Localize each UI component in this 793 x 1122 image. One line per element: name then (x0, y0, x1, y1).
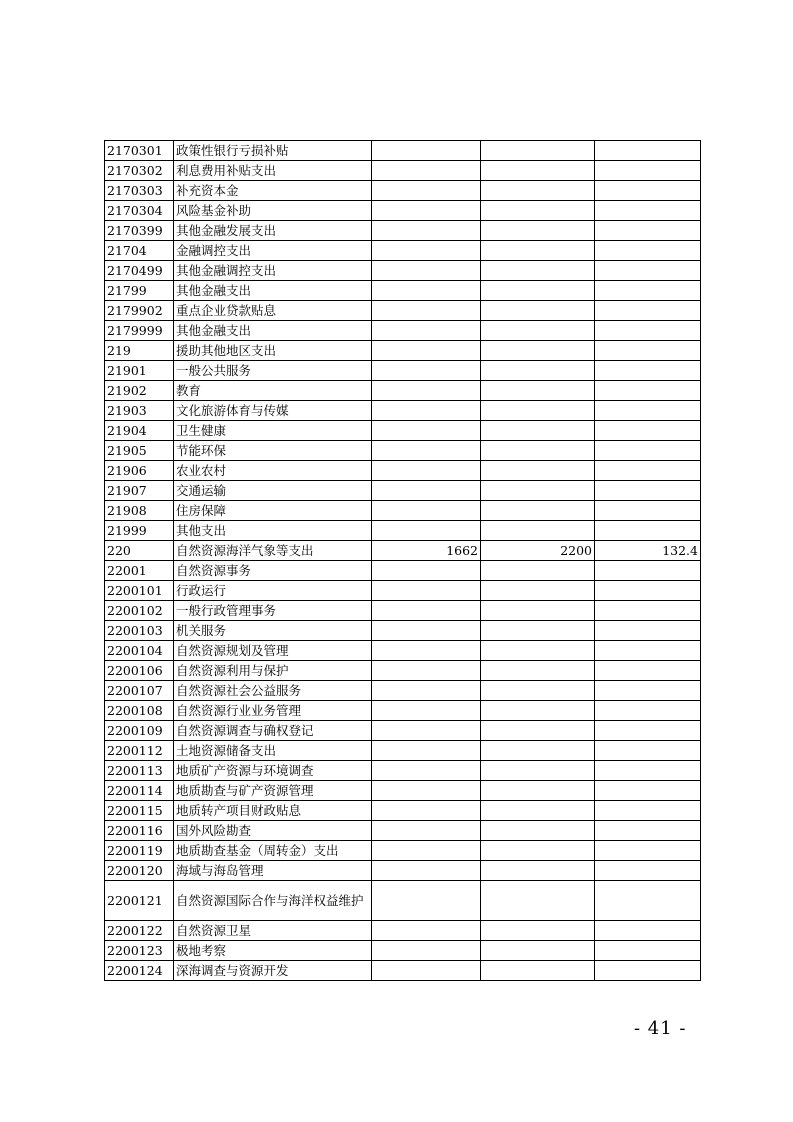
value-cell (372, 481, 481, 501)
table-row (105, 661, 701, 681)
value-cell (481, 681, 595, 701)
value-cell (595, 781, 701, 801)
value-cell (372, 861, 481, 881)
table-row (105, 801, 701, 821)
value-cell (481, 921, 595, 941)
name-cell: 一般行政管理事务 (174, 601, 372, 621)
table-row (105, 941, 701, 961)
table-row (105, 761, 701, 781)
value-cell (372, 521, 481, 541)
value-cell (372, 181, 481, 201)
value-cell (595, 461, 701, 481)
value-cell (481, 401, 595, 421)
table-row (105, 181, 701, 201)
code-cell: 2200124 (105, 961, 174, 981)
code-cell: 21907 (105, 481, 174, 501)
code-cell: 21908 (105, 501, 174, 521)
name-cell: 地质勘查与矿产资源管理 (174, 781, 372, 801)
code-cell: 2200116 (105, 821, 174, 841)
budget-table (104, 140, 701, 981)
code-cell: 2200123 (105, 941, 174, 961)
value-cell (595, 321, 701, 341)
value-cell (595, 721, 701, 741)
name-cell: 地质转产项目财政贴息 (174, 801, 372, 821)
value-cell (481, 761, 595, 781)
value-cell (481, 341, 595, 361)
value-cell (481, 861, 595, 881)
name-cell: 自然资源卫星 (174, 921, 372, 941)
value-cell (372, 961, 481, 981)
value-cell (481, 201, 595, 221)
name-cell: 地质矿产资源与环境调查 (174, 761, 372, 781)
name-cell: 风险基金补助 (174, 201, 372, 221)
code-cell: 2200121 (105, 881, 174, 921)
code-cell: 22001 (105, 561, 174, 581)
name-cell: 自然资源行业业务管理 (174, 701, 372, 721)
value-cell (481, 301, 595, 321)
table-row (105, 361, 701, 381)
name-cell: 自然资源海洋气象等支出 (174, 541, 372, 561)
name-cell: 其他金融支出 (174, 281, 372, 301)
value-cell (595, 861, 701, 881)
table-row (105, 381, 701, 401)
value-cell (595, 621, 701, 641)
value-cell (595, 961, 701, 981)
table-row (105, 861, 701, 881)
code-cell: 21999 (105, 521, 174, 541)
value-cell (372, 821, 481, 841)
table-row (105, 461, 701, 481)
name-cell: 自然资源社会公益服务 (174, 681, 372, 701)
value-cell (481, 521, 595, 541)
value-cell (595, 401, 701, 421)
value-cell (481, 221, 595, 241)
value-cell (595, 261, 701, 281)
name-cell: 节能环保 (174, 441, 372, 461)
table-row (105, 201, 701, 221)
value-cell (595, 921, 701, 941)
value-cell (481, 141, 595, 161)
table-row (105, 501, 701, 521)
code-cell: 2200107 (105, 681, 174, 701)
code-cell: 21902 (105, 381, 174, 401)
value-cell (595, 641, 701, 661)
name-cell: 援助其他地区支出 (174, 341, 372, 361)
value-cell (595, 201, 701, 221)
value-cell (595, 141, 701, 161)
name-cell: 教育 (174, 381, 372, 401)
value-cell (372, 461, 481, 481)
code-cell: 2200102 (105, 601, 174, 621)
code-cell: 2170499 (105, 261, 174, 281)
table-row (105, 681, 701, 701)
value-cell (481, 381, 595, 401)
code-cell: 2200103 (105, 621, 174, 641)
value-cell (372, 301, 481, 321)
code-cell: 21906 (105, 461, 174, 481)
value-cell (595, 701, 701, 721)
value-cell (481, 821, 595, 841)
value-cell: 132.4 (595, 541, 701, 561)
table-row (105, 921, 701, 941)
code-cell: 21901 (105, 361, 174, 381)
code-cell: 2200104 (105, 641, 174, 661)
value-cell (372, 361, 481, 381)
code-cell: 2170399 (105, 221, 174, 241)
value-cell (481, 181, 595, 201)
name-cell: 政策性银行亏损补贴 (174, 141, 372, 161)
value-cell (595, 281, 701, 301)
code-cell: 2179999 (105, 321, 174, 341)
code-cell: 2200120 (105, 861, 174, 881)
value-cell (372, 661, 481, 681)
table-row (105, 481, 701, 501)
value-cell (481, 161, 595, 181)
name-cell: 自然资源利用与保护 (174, 661, 372, 681)
table-row (105, 301, 701, 321)
value-cell (595, 441, 701, 461)
code-cell: 2200101 (105, 581, 174, 601)
code-cell: 2200106 (105, 661, 174, 681)
table-row (105, 281, 701, 301)
value-cell (372, 441, 481, 461)
code-cell: 21904 (105, 421, 174, 441)
code-cell: 2200122 (105, 921, 174, 941)
value-cell (372, 161, 481, 181)
code-cell: 220 (105, 541, 174, 561)
value-cell (481, 941, 595, 961)
name-cell: 机关服务 (174, 621, 372, 641)
value-cell (481, 741, 595, 761)
code-cell: 21905 (105, 441, 174, 461)
name-cell: 金融调控支出 (174, 241, 372, 261)
name-cell: 利息费用补贴支出 (174, 161, 372, 181)
name-cell: 极地考察 (174, 941, 372, 961)
name-cell: 住房保障 (174, 501, 372, 521)
table-row (105, 841, 701, 861)
value-cell (372, 141, 481, 161)
value-cell (372, 421, 481, 441)
value-cell (481, 361, 595, 381)
table-row (105, 781, 701, 801)
value-cell (595, 241, 701, 261)
value-cell: 2200 (481, 541, 595, 561)
name-cell: 土地资源储备支出 (174, 741, 372, 761)
table-row (105, 341, 701, 361)
table-row (105, 161, 701, 181)
budget-table-body (105, 141, 701, 981)
value-cell (481, 641, 595, 661)
value-cell (372, 741, 481, 761)
table-row (105, 141, 701, 161)
name-cell: 一般公共服务 (174, 361, 372, 381)
value-cell (481, 241, 595, 261)
value-cell (481, 261, 595, 281)
value-cell (481, 481, 595, 501)
name-cell: 自然资源国际合作与海洋权益维护 (174, 881, 372, 921)
table-row (105, 541, 701, 561)
value-cell (481, 501, 595, 521)
value-cell (595, 881, 701, 921)
value-cell (372, 601, 481, 621)
value-cell (481, 661, 595, 681)
table-row (105, 961, 701, 981)
code-cell: 2170303 (105, 181, 174, 201)
code-cell: 2200108 (105, 701, 174, 721)
code-cell: 21799 (105, 281, 174, 301)
name-cell: 文化旅游体育与传媒 (174, 401, 372, 421)
value-cell (372, 201, 481, 221)
code-cell: 21903 (105, 401, 174, 421)
value-cell (372, 581, 481, 601)
value-cell (595, 841, 701, 861)
code-cell: 2170301 (105, 141, 174, 161)
table-row (105, 721, 701, 741)
value-cell (595, 821, 701, 841)
value-cell (595, 481, 701, 501)
table-row (105, 401, 701, 421)
value-cell (595, 581, 701, 601)
value-cell (595, 221, 701, 241)
table-row (105, 641, 701, 661)
value-cell (372, 721, 481, 741)
code-cell: 2170304 (105, 201, 174, 221)
value-cell (595, 381, 701, 401)
value-cell (372, 781, 481, 801)
table-row (105, 741, 701, 761)
value-cell (595, 521, 701, 541)
name-cell: 其他支出 (174, 521, 372, 541)
name-cell: 地质勘查基金（周转金）支出 (174, 841, 372, 861)
value-cell (595, 741, 701, 761)
table-row (105, 421, 701, 441)
value-cell (595, 161, 701, 181)
value-cell (481, 841, 595, 861)
code-cell: 2200112 (105, 741, 174, 761)
value-cell (595, 661, 701, 681)
value-cell (481, 721, 595, 741)
value-cell (372, 881, 481, 921)
value-cell (595, 501, 701, 521)
name-cell: 其他金融发展支出 (174, 221, 372, 241)
value-cell (481, 781, 595, 801)
code-cell: 2170302 (105, 161, 174, 181)
value-cell (481, 701, 595, 721)
value-cell (481, 321, 595, 341)
value-cell (481, 881, 595, 921)
value-cell (481, 461, 595, 481)
name-cell: 其他金融调控支出 (174, 261, 372, 281)
value-cell (372, 381, 481, 401)
name-cell: 重点企业贷款贴息 (174, 301, 372, 321)
value-cell (595, 421, 701, 441)
value-cell (595, 561, 701, 581)
value-cell (372, 701, 481, 721)
value-cell (595, 301, 701, 321)
value-cell (372, 921, 481, 941)
code-cell: 21704 (105, 241, 174, 261)
name-cell: 自然资源调查与确权登记 (174, 721, 372, 741)
value-cell (372, 221, 481, 241)
value-cell (481, 601, 595, 621)
table-row (105, 241, 701, 261)
name-cell: 深海调查与资源开发 (174, 961, 372, 981)
name-cell: 交通运输 (174, 481, 372, 501)
value-cell (372, 841, 481, 861)
name-cell: 农业农村 (174, 461, 372, 481)
table-row (105, 521, 701, 541)
code-cell: 2179902 (105, 301, 174, 321)
name-cell: 卫生健康 (174, 421, 372, 441)
value-cell (372, 321, 481, 341)
table-row (105, 441, 701, 461)
value-cell (481, 621, 595, 641)
value-cell (481, 801, 595, 821)
value-cell (372, 241, 481, 261)
value-cell (481, 561, 595, 581)
code-cell: 2200119 (105, 841, 174, 861)
value-cell (595, 801, 701, 821)
name-cell: 自然资源事务 (174, 561, 372, 581)
code-cell: 219 (105, 341, 174, 361)
value-cell (595, 181, 701, 201)
value-cell (595, 341, 701, 361)
name-cell: 其他金融支出 (174, 321, 372, 341)
value-cell (595, 681, 701, 701)
name-cell: 海域与海岛管理 (174, 861, 372, 881)
value-cell (481, 421, 595, 441)
value-cell (372, 681, 481, 701)
table-row (105, 821, 701, 841)
code-cell: 2200115 (105, 801, 174, 821)
value-cell (372, 341, 481, 361)
value-cell (372, 801, 481, 821)
name-cell: 自然资源规划及管理 (174, 641, 372, 661)
value-cell (481, 441, 595, 461)
code-cell: 2200113 (105, 761, 174, 781)
value-cell (481, 581, 595, 601)
value-cell (372, 941, 481, 961)
table-row (105, 261, 701, 281)
table-row (105, 701, 701, 721)
value-cell (372, 281, 481, 301)
table-row (105, 561, 701, 581)
value-cell (595, 761, 701, 781)
table-row (105, 601, 701, 621)
value-cell (595, 941, 701, 961)
value-cell (595, 601, 701, 621)
table-row (105, 221, 701, 241)
name-cell: 行政运行 (174, 581, 372, 601)
table-row (105, 881, 701, 921)
code-cell: 2200109 (105, 721, 174, 741)
value-cell (372, 501, 481, 521)
code-cell: 2200114 (105, 781, 174, 801)
value-cell (372, 561, 481, 581)
page-number: - 41 - (634, 1018, 687, 1039)
value-cell (372, 621, 481, 641)
value-cell (372, 401, 481, 421)
value-cell (372, 761, 481, 781)
value-cell (372, 261, 481, 281)
value-cell (481, 961, 595, 981)
name-cell: 补充资本金 (174, 181, 372, 201)
table-row (105, 581, 701, 601)
value-cell: 1662 (372, 541, 481, 561)
value-cell (481, 281, 595, 301)
table-row (105, 321, 701, 341)
value-cell (372, 641, 481, 661)
table-row (105, 621, 701, 641)
name-cell: 国外风险勘查 (174, 821, 372, 841)
value-cell (595, 361, 701, 381)
